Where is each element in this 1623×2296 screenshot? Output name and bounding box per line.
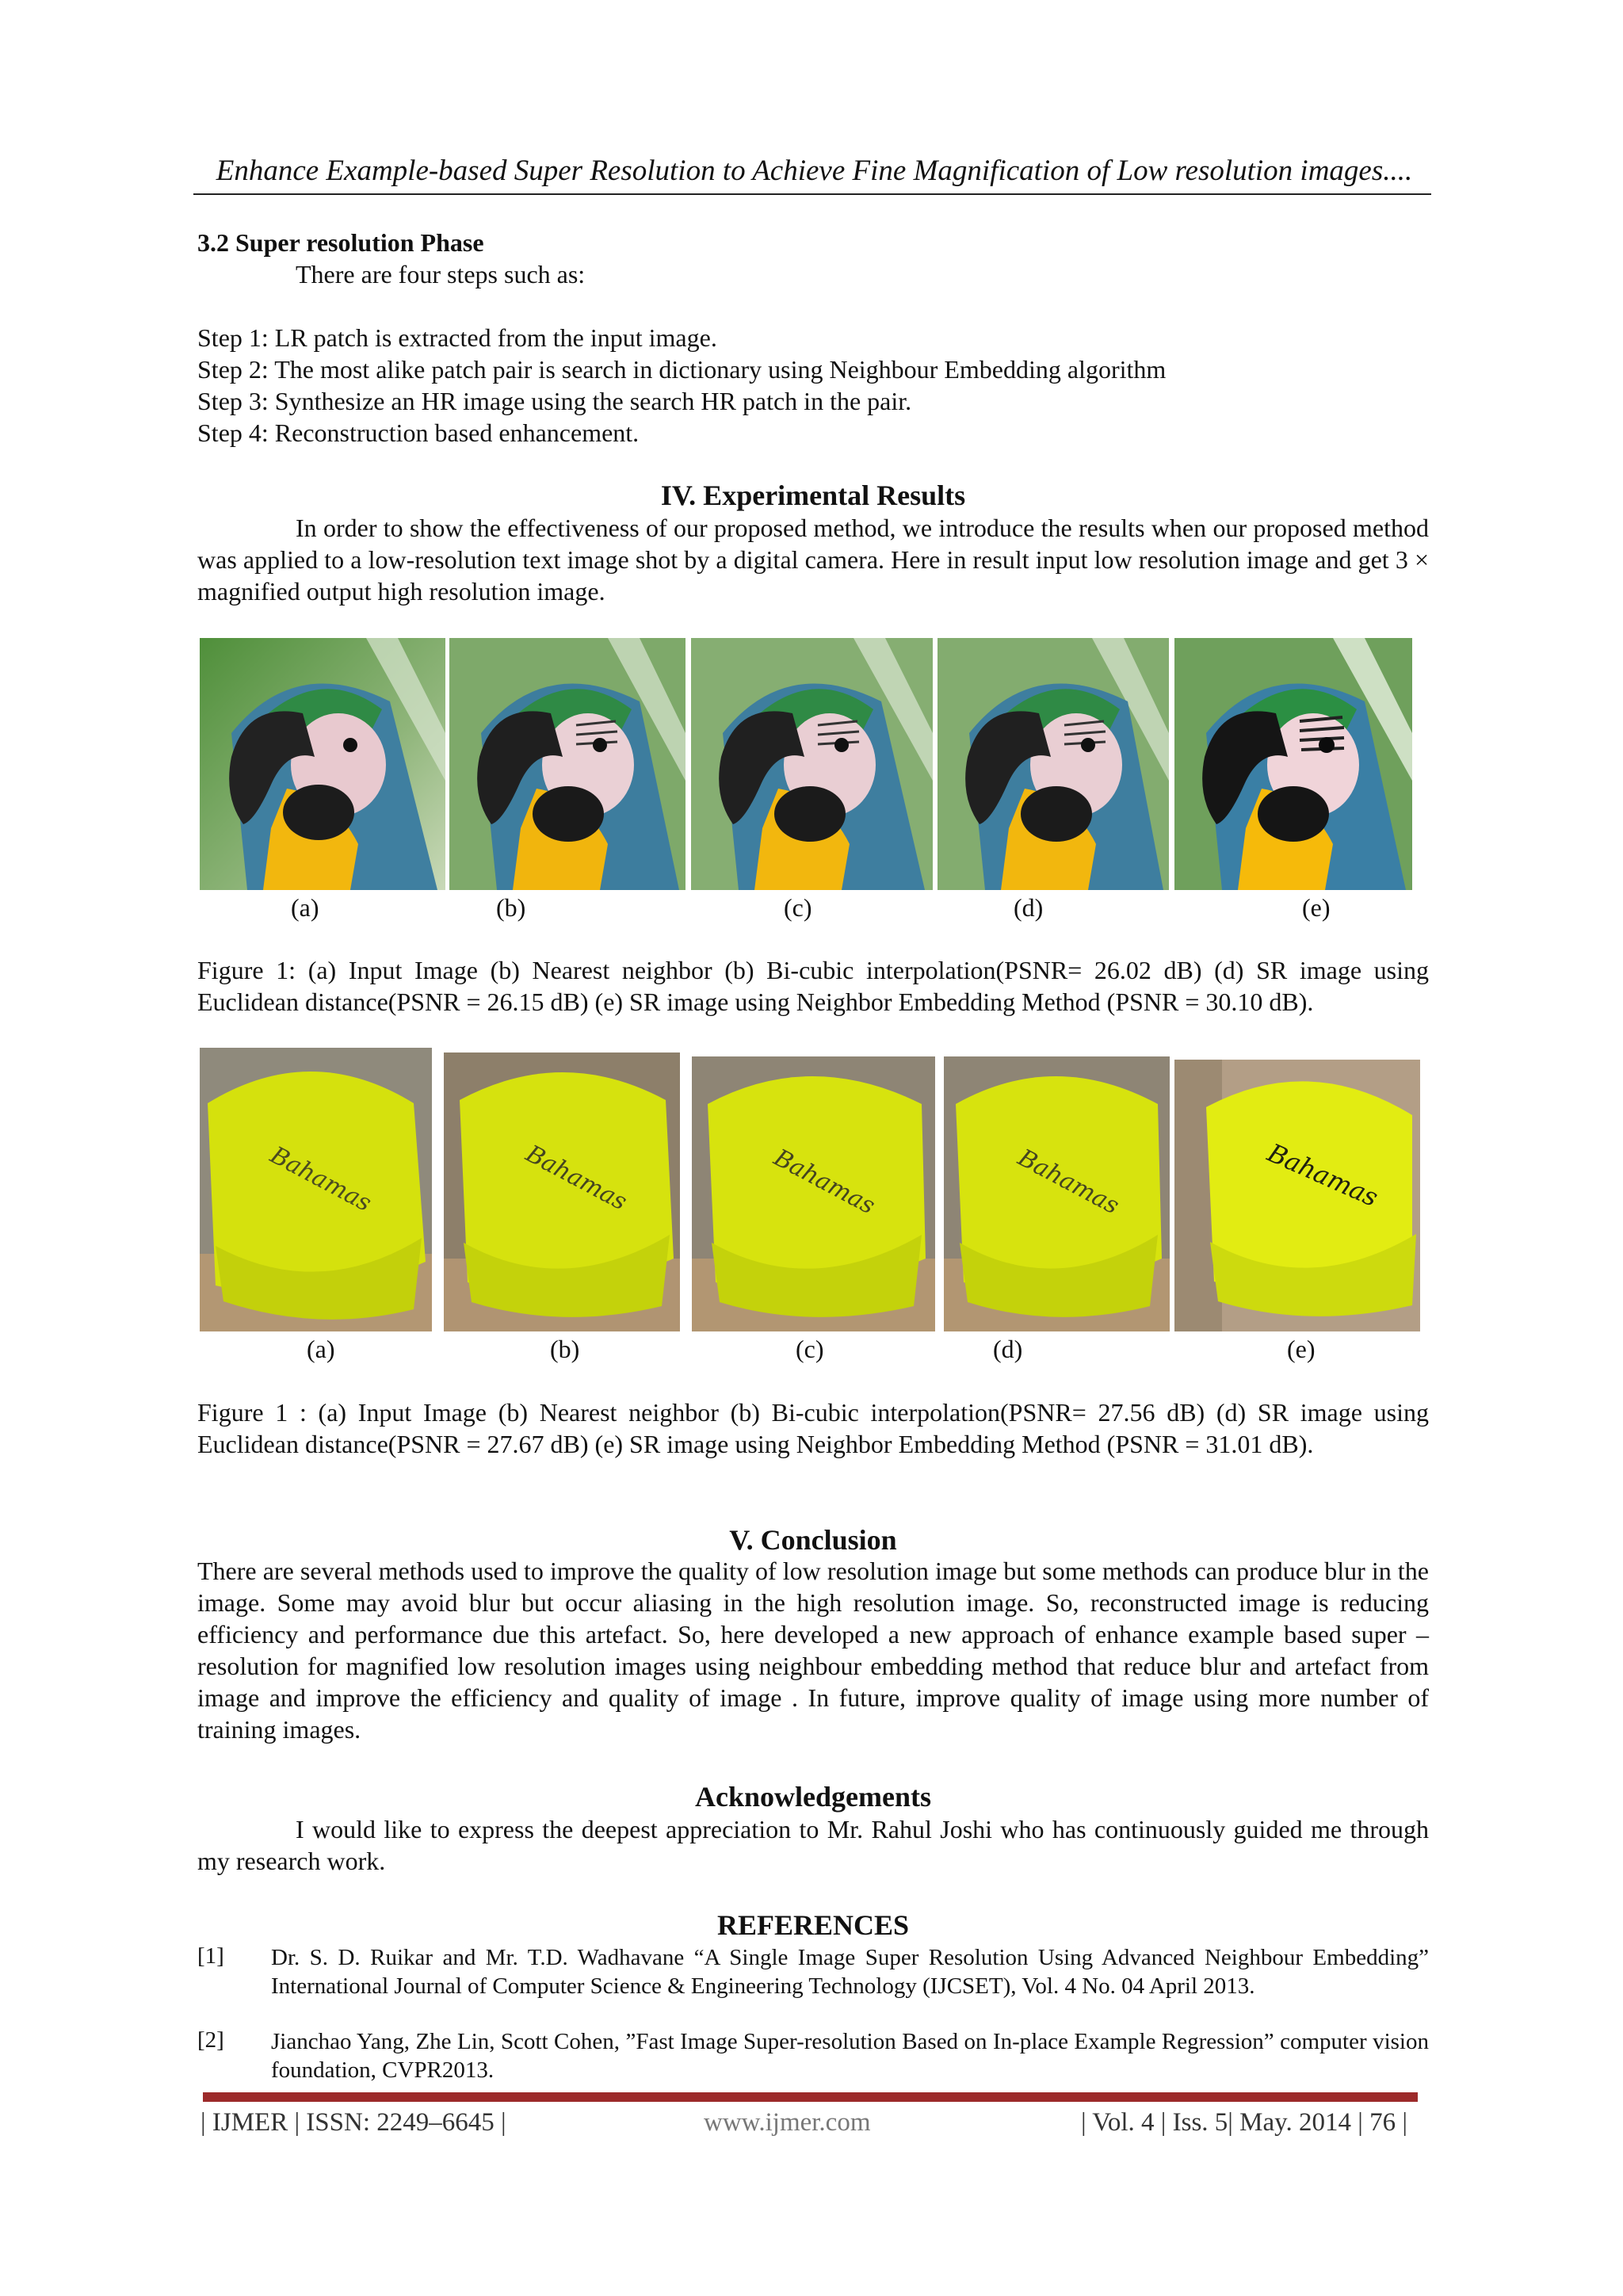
figure-1-label-d: (d) [1014, 893, 1044, 922]
step-3: Step 3: Synthesize an HR image using the search HR patch in the pair. [197, 387, 912, 415]
running-header: Enhance Example-based Super Resolution to Achieve Fine Magnification of Low resolution images.... [216, 155, 1413, 187]
hat-image-b-graphic [444, 1052, 680, 1331]
footer-rule [203, 2092, 1418, 2102]
parrot-image-a [200, 638, 445, 890]
figure-2-label-c: (c) [796, 1335, 824, 1363]
parrot-image-e [1174, 638, 1412, 890]
hat-image-a [200, 1048, 432, 1331]
parrot-image-d-graphic [938, 638, 1169, 890]
figure-1-caption: Figure 1: (a) Input Image (b) Nearest neighbor (b) Bi-cubic interpolation(PSNR= 26.02 dB) (d) SR image using Euclidean distance(PSNR = 26.15 dB) (e) SR image using Neighbor Embedding Method (PSNR = 30.10 dB). [197, 956, 1429, 1016]
parrot-image-b [449, 638, 685, 890]
footer-website-link[interactable]: www.ijmer.com [704, 2108, 871, 2137]
parrot-image-c-graphic [691, 638, 933, 890]
hat-image-d-graphic [944, 1056, 1170, 1331]
references-heading: REFERENCES [716, 1909, 910, 1941]
hat-image-e-graphic [1174, 1060, 1420, 1331]
figure-2-label-b: (b) [550, 1335, 580, 1363]
step-2: Step 2: The most alike patch pair is search in dictionary using Neighbour Embedding algorithm [197, 355, 1167, 384]
hat-image-e [1174, 1060, 1420, 1331]
step-1: Step 1: LR patch is extracted from the input image. [197, 323, 717, 352]
hat-image-c [692, 1056, 935, 1331]
parrot-image-c [691, 638, 933, 890]
reference-2-text: Jianchao Yang, Zhe Lin, Scott Cohen, ”Fast Image Super-resolution Based on In-place Example Regression” computer vision foundation, CVPR2013. [271, 2029, 1429, 2083]
figure-1-label-c: (c) [784, 893, 812, 922]
figure-1-label-b: (b) [496, 893, 526, 922]
reference-2-number: [2] [197, 2027, 224, 2053]
section-4-paragraph: In order to show the effectiveness of our proposed method, we introduce the results when our proposed method was applied to a low-resolution text image shot by a digital camera. Here in result input low resolution image and get 3 × magnified output high resolution image. [197, 514, 1429, 606]
parrot-image-e-graphic [1174, 638, 1412, 890]
hat-image-d [944, 1056, 1170, 1331]
hat-image-c-graphic [692, 1056, 935, 1331]
parrot-image-b-graphic [449, 638, 685, 890]
step-4: Step 4: Reconstruction based enhancement. [197, 418, 640, 447]
hat-text-e: Bahamas [1262, 1137, 1383, 1213]
hat-text-a: Bahamas [265, 1140, 376, 1218]
reference-1-number: [1] [197, 1943, 224, 1969]
hat-text-c: Bahamas [769, 1144, 880, 1221]
reference-1-text: Dr. S. D. Ruikar and Mr. T.D. Wadhavane “A Single Image Super Resolution Using Advanced Neighbour Embedding” International Journal of Computer Science & Engineering Technology (IJCSET), Vol. 4 No. 04 April 2013. [271, 1945, 1429, 1999]
header-rule [193, 193, 1431, 195]
parrot-image-a-graphic [200, 638, 445, 890]
hat-image-b [444, 1052, 680, 1331]
footer-journal-info: | IJMER | ISSN: 2249–6645 | [200, 2108, 506, 2137]
figure-2-caption: Figure 1 : (a) Input Image (b) Nearest neighbor (b) Bi-cubic interpolation(PSNR= 27.56 dB) (d) SR image using Euclidean distance(PSNR = 27.67 dB) (e) SR image using Neighbor Embedding Method (PSNR = 31.01 dB). [197, 1398, 1429, 1458]
hat-text-d: Bahamas [1013, 1144, 1124, 1221]
section-3-2-intro: There are four steps such as: [296, 260, 586, 288]
hat-image-a-graphic [200, 1048, 432, 1331]
hat-text-b: Bahamas [521, 1140, 632, 1217]
section-heading-3-2: 3.2 Super resolution Phase [197, 228, 484, 257]
footer-volume-info: | Vol. 4 | Iss. 5| May. 2014 | 76 | [1081, 2108, 1407, 2137]
figure-1-label-e: (e) [1302, 893, 1331, 922]
figure-2-label-a: (a) [307, 1335, 335, 1363]
acknowledgements-heading: Acknowledgements [695, 1781, 931, 1813]
figure-2-label-d: (d) [993, 1335, 1023, 1363]
figure-1-label-a: (a) [291, 893, 319, 922]
figure-2-label-e: (e) [1287, 1335, 1316, 1363]
section-heading-4: IV. Experimental Results [660, 479, 966, 511]
acknowledgements-paragraph: I would like to express the deepest appreciation to Mr. Rahul Joshi who has continuously guided me through my research work. [197, 1815, 1429, 1875]
section-heading-5: V. Conclusion [729, 1524, 897, 1556]
conclusion-paragraph: There are several methods used to improve the quality of low resolution image but some methods can produce blur in the image. Some may avoid blur but occur aliasing in the high resolution image. So, reconstructed image is reducing efficiency and performance due this artefact. So, here developed a new approach of enhance example based super –resolution for magnified low resolution images using neighbour embedding method that reduce blur and artefact from image and improve the efficiency and quality of image . In future, improve quality of image using more number of training images. [197, 1557, 1429, 1744]
parrot-image-d [938, 638, 1169, 890]
